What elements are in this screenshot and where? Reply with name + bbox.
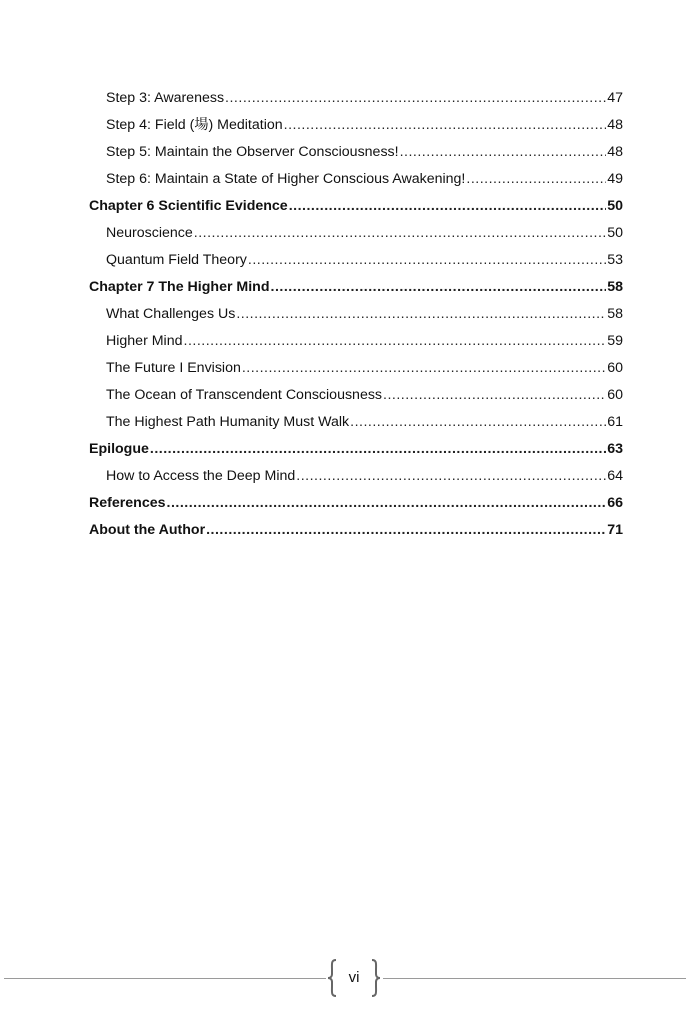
toc-section-entry	[89, 386, 623, 413]
toc-entry-page: 60	[607, 360, 623, 376]
toc-chapter-entry	[89, 521, 623, 548]
toc-entry-title: Chapter 7 The Higher Mind	[89, 279, 270, 295]
toc-entry-page: 60	[607, 387, 623, 403]
toc-dot-leader	[284, 116, 607, 135]
toc-dot-leader	[383, 386, 606, 405]
toc-entry-page: 61	[607, 414, 623, 430]
toc-dot-leader	[248, 251, 606, 270]
toc-section-entry	[89, 305, 623, 332]
toc-section-entry	[89, 251, 623, 278]
toc-entry-title: Epilogue	[89, 441, 149, 457]
toc-dot-leader	[466, 170, 606, 189]
toc-entry-page: 64	[607, 468, 623, 484]
toc-entry-page: 58	[607, 306, 623, 322]
toc-dot-leader	[350, 413, 606, 432]
toc-dot-leader	[167, 494, 607, 513]
toc-entry-title: About the Author	[89, 522, 206, 538]
toc-section-entry	[89, 467, 623, 494]
toc-chapter-entry	[89, 197, 623, 224]
toc-section-entry	[89, 143, 623, 170]
toc-entry-title: The Ocean of Transcendent Consciousness	[106, 387, 383, 403]
toc-entry-page: 47	[607, 90, 623, 106]
toc-entry-title: What Challenges Us	[106, 306, 236, 322]
toc-dot-leader	[194, 224, 606, 243]
toc-dot-leader	[236, 305, 606, 324]
toc-entry-title: Quantum Field Theory	[106, 252, 247, 268]
toc-dot-leader	[184, 332, 607, 351]
toc-dot-leader	[225, 89, 606, 108]
toc-entry-page: 53	[607, 252, 623, 268]
toc-entry-page: 48	[607, 117, 623, 133]
toc-chapter-entry	[89, 278, 623, 305]
table-of-contents	[89, 89, 623, 548]
toc-entry-title: Step 6: Maintain a State of Higher Conscious Awakening!	[106, 171, 466, 187]
toc-entry-page: 66	[607, 495, 623, 511]
toc-section-entry	[89, 332, 623, 359]
toc-entry-page: 50	[607, 225, 623, 241]
page-number: vi	[348, 969, 360, 986]
toc-dot-leader	[206, 521, 606, 540]
toc-dot-leader	[289, 197, 607, 216]
toc-dot-leader	[242, 359, 606, 378]
toc-entry-page: 58	[607, 279, 623, 295]
toc-section-entry	[89, 170, 623, 197]
toc-entry-page: 49	[607, 171, 623, 187]
toc-entry-page: 59	[607, 333, 623, 349]
page-footer	[0, 958, 690, 998]
toc-entry-title: Step 4: Field (場) Meditation	[106, 117, 283, 133]
right-brace-icon	[370, 958, 382, 998]
toc-chapter-entry	[89, 440, 623, 467]
toc-entry-title: Chapter 6 Scientific Evidence	[89, 198, 288, 214]
left-brace-icon	[326, 958, 338, 998]
toc-entry-page: 63	[607, 441, 623, 457]
toc-entry-page: 50	[607, 198, 623, 214]
footer-rule-right	[383, 978, 686, 979]
toc-section-entry	[89, 359, 623, 386]
toc-dot-leader	[400, 143, 607, 162]
toc-section-entry	[89, 116, 623, 143]
toc-section-entry	[89, 413, 623, 440]
toc-entry-title: The Highest Path Humanity Must Walk	[106, 414, 350, 430]
footer-rule-left	[4, 978, 326, 979]
toc-entry-title: The Future I Envision	[106, 360, 241, 376]
toc-dot-leader	[296, 467, 606, 486]
toc-section-entry	[89, 89, 623, 116]
toc-dot-leader	[150, 440, 606, 459]
toc-entry-title: How to Access the Deep Mind	[106, 468, 296, 484]
toc-entry-title: Neuroscience	[106, 225, 193, 241]
toc-entry-page: 71	[607, 522, 623, 538]
toc-entry-title: Step 3: Awareness	[106, 90, 225, 106]
toc-section-entry	[89, 224, 623, 251]
toc-chapter-entry	[89, 494, 623, 521]
toc-dot-leader	[271, 278, 607, 297]
toc-entry-page: 48	[607, 144, 623, 160]
toc-entry-title: Step 5: Maintain the Observer Consciousness!	[106, 144, 399, 160]
toc-entry-title: Higher Mind	[106, 333, 183, 349]
toc-entry-title: References	[89, 495, 166, 511]
